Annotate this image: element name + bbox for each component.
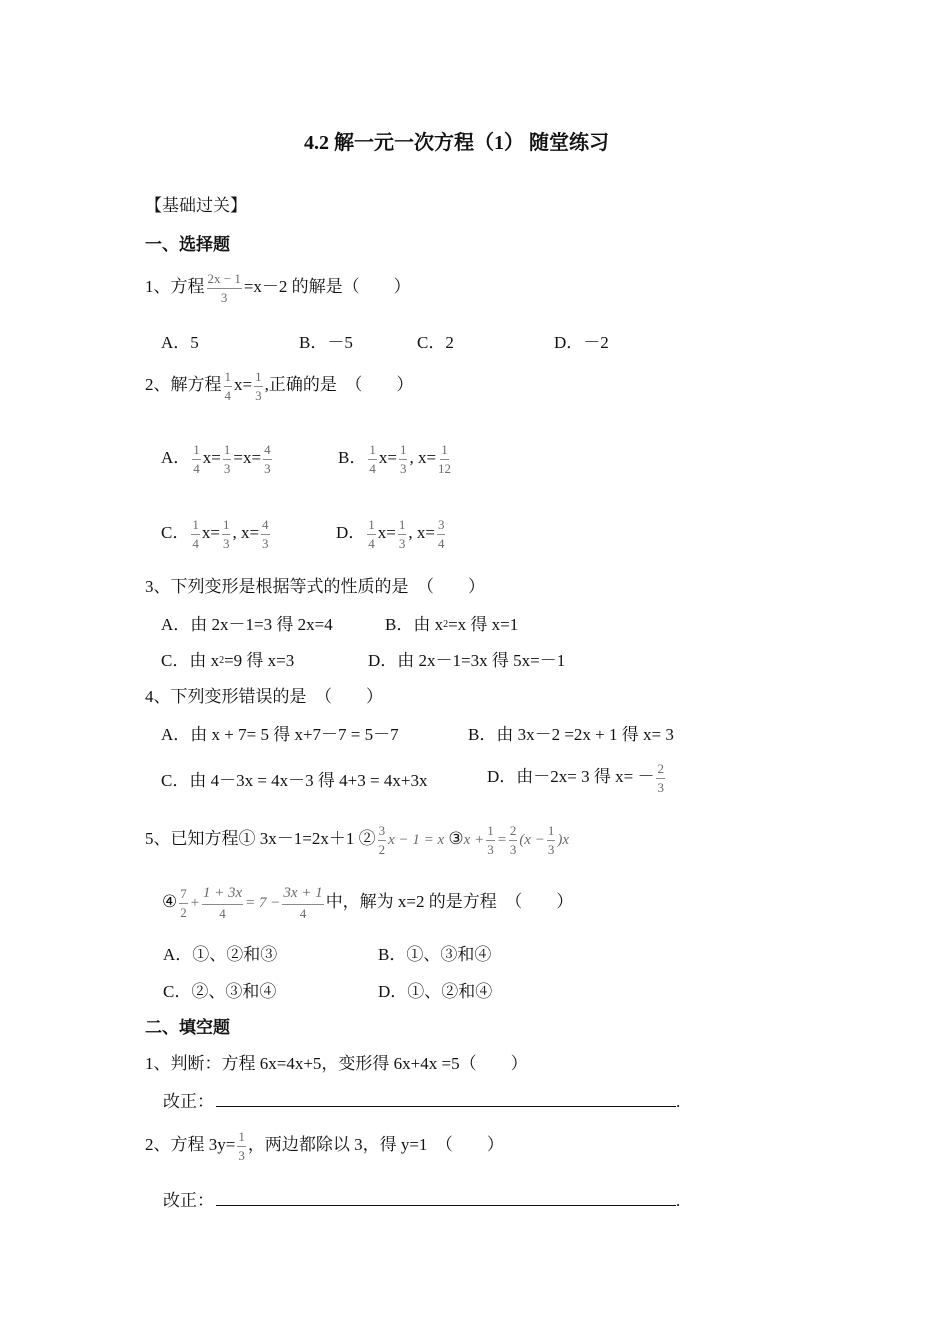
q2-option-c: C． $\frac{1}{4}$ x= $\frac{1}{3}$ , x= $\frac{4}{3}$	[161, 517, 269, 551]
q3-option-c: C．由 $x^2=9$ 得 x=3	[161, 651, 295, 670]
q1-option-d: D．－2	[554, 333, 609, 352]
q5-option-c: C．②、③和④	[163, 982, 277, 1001]
q1-option-b: B．－5	[299, 333, 353, 352]
question-3: 3、下列变形是根据等式的性质的是 （ ）	[145, 577, 485, 596]
question-4: 4、下列变形错误的是 （ ）	[145, 687, 383, 706]
q2-option-b: B． $\frac{1}{4}$ x= $\frac{1}{3}$ , x= $\frac{1}{12}$	[338, 442, 452, 476]
q4-option-c: C．由 4－3x = 4x－3 得 4+3 = 4x+3x	[161, 771, 428, 790]
fill-2-correction: 改正： .	[163, 1191, 681, 1210]
q5-option-d: D．①、②和④	[378, 982, 493, 1001]
q2-option-d: D． $\frac{1}{4}$ x= $\frac{1}{3}$ , x= $\frac{3}{4}$	[336, 517, 445, 551]
q1-fraction: $\frac{2x - 1}{3}$	[207, 271, 241, 305]
question-2: 2、解方程 $\frac{1}{4}$ x= $\frac{1}{3}$ ,正确的是 （ ）	[145, 369, 414, 403]
q5-equation-4-line: ④ $\frac{7}{2}$ + $\frac{1 + 3x}{4}$ = 7 − $\frac{3x + 1}{4}$ 中，解为 x=2 的是方程 （ ）	[162, 885, 574, 921]
q2-option-a: A． $\frac{1}{4}$ x= $\frac{1}{3}$ =x= $\frac{4}{3}$	[161, 442, 271, 476]
q1-option-a: A．5	[161, 333, 199, 352]
fill-2-answer-line[interactable]	[216, 1191, 676, 1206]
question-1	[145, 272, 411, 304]
q5-option-b: B．①、③和④	[378, 945, 492, 964]
q5-option-a: A．①、②和③	[163, 945, 278, 964]
q4-option-b: B．由 3x－2 =2x + 1 得 x= 3	[468, 725, 674, 744]
section-fill-heading: 二、填空题	[145, 1018, 230, 1037]
section-choice-heading: 一、选择题	[145, 235, 230, 254]
q3-option-b: B．由 $x^2=x$ 得 x=1	[385, 615, 519, 634]
question-5: 5、已知方程① 3x－1=2x＋1 ② $\frac{3}{2}$ x − 1 = x ③x + $\frac{1}{3}$ = $\frac{2}{3}$ (x − $\frac{1}{3}$ )x	[145, 823, 569, 857]
fill-question-2: 2、方程 3y= $\frac{1}{3}$ ，两边都除以 3，得 y=1 （ ）	[145, 1129, 504, 1163]
section-basic: 【基础过关】	[145, 196, 247, 215]
fill-question-1: 1、判断：方程 6x=4x+5，变形得 6x+4x =5（ ）	[145, 1054, 528, 1073]
fill-1-correction: 改正： .	[163, 1092, 681, 1111]
fill-1-answer-line[interactable]	[216, 1092, 676, 1107]
q4-option-a: A．由 x + 7= 5 得 x+7－7 = 5－7	[161, 725, 399, 744]
q1-suffix: =x－2 的解是（ ）	[243, 277, 411, 297]
q1-option-c: C．2	[417, 333, 454, 352]
q3-option-d: D．由 2x－1=3x 得 5x=－1	[368, 651, 566, 670]
q3-option-a: A．由 2x－1=3 得 2x=4	[161, 615, 333, 634]
page-title: 4.2 解一元一次方程（1） 随堂练习	[304, 132, 609, 154]
q1-prefix: 1、方程	[145, 277, 205, 297]
q4-option-d: D．由－2x= 3 得 x= － $\frac{2}{3}$	[487, 761, 664, 795]
